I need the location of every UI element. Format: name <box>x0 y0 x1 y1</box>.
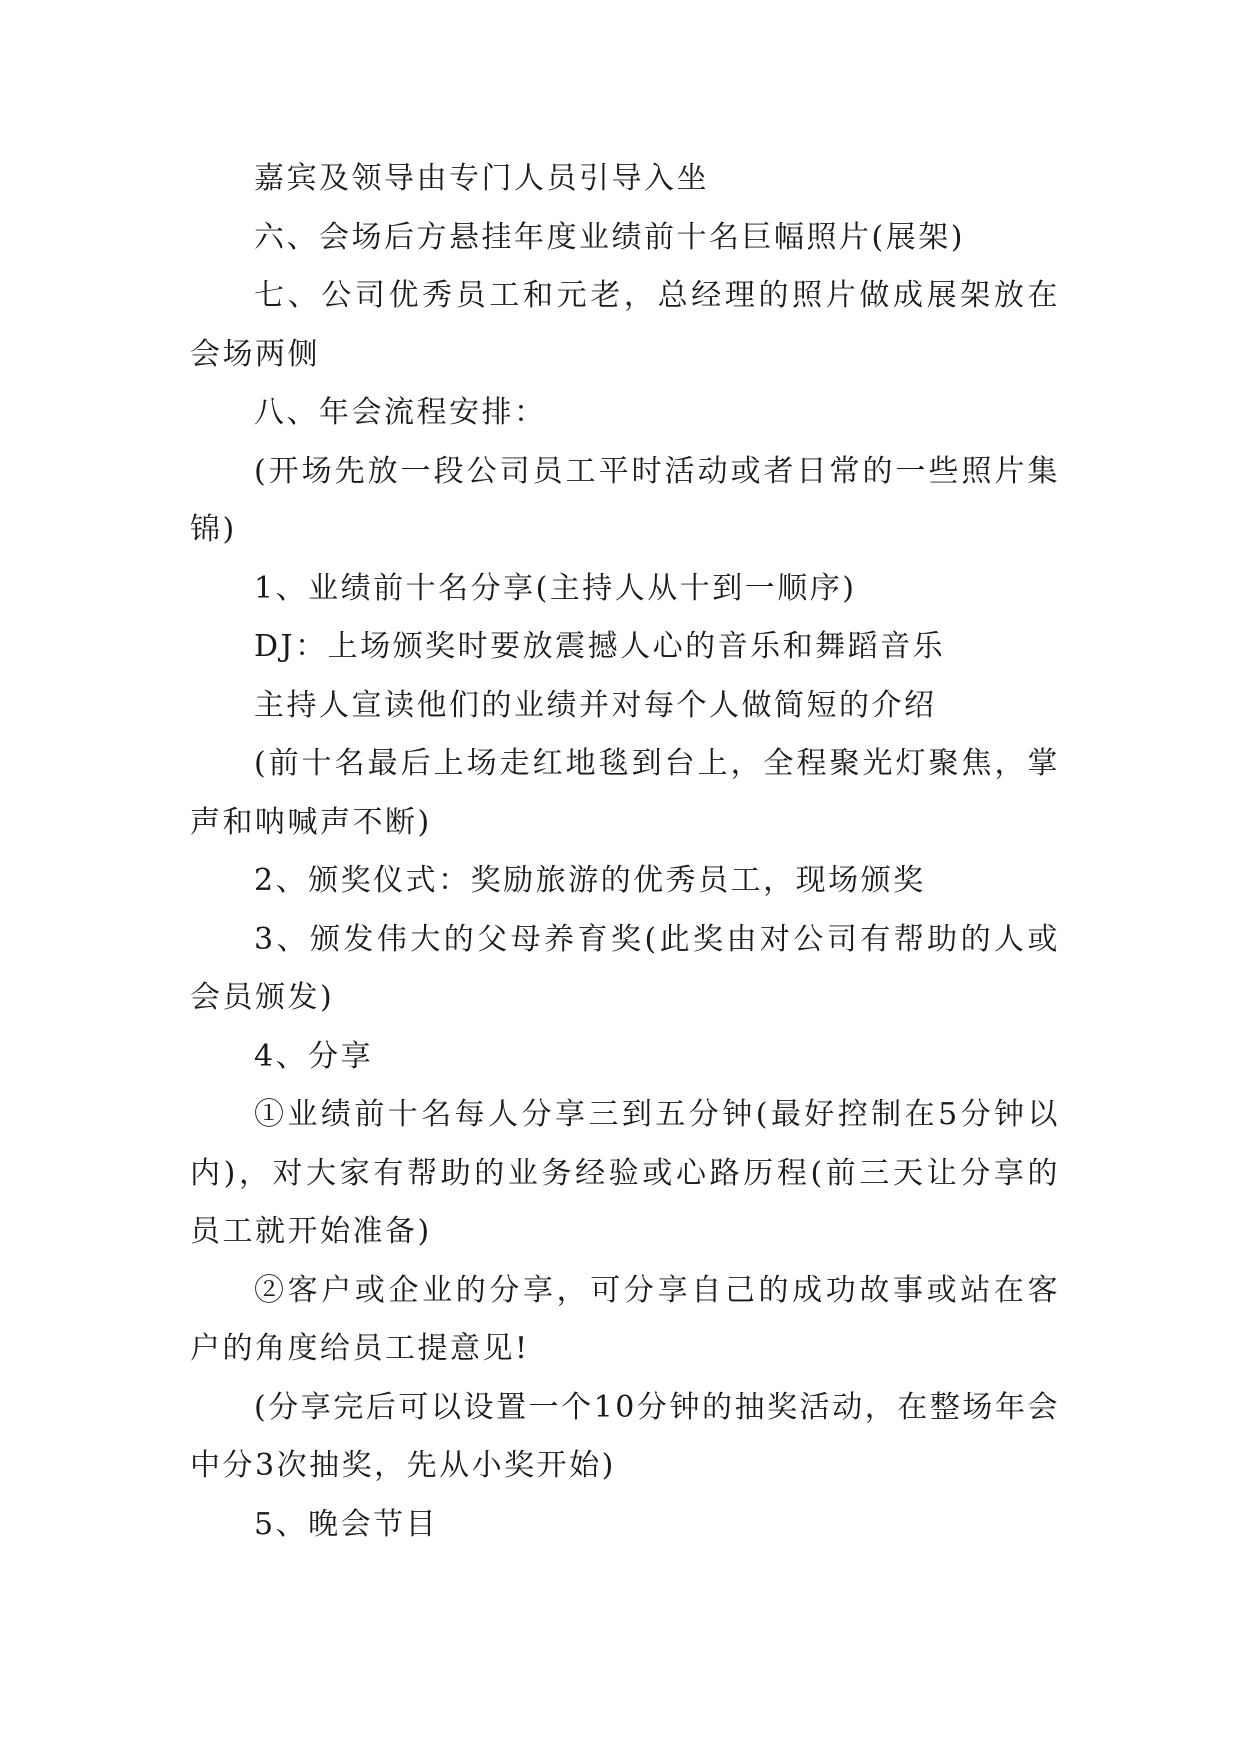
paragraph-dj-note: DJ：上场颁奖时要放震撼人心的音乐和舞蹈音乐 <box>254 629 946 664</box>
paragraph-step-four-heading: 4、分享 <box>254 1038 374 1074</box>
paragraph-red-carpet-note: (前十名最后上场走红地毯到台上，全程聚光灯聚焦，掌声和呐喊声不断) <box>190 746 1060 840</box>
paragraph-item-seven: 七、公司优秀员工和元老，总经理的照片做成展架放在会场两侧 <box>190 278 1060 372</box>
paragraph-sharing-one: ①业绩前十名每人分享三到五分钟(最好控制在5分钟以内)，对大家有帮助的业务经验或心路历程(前三天让分享的员工就开始准备) <box>190 1097 1060 1249</box>
paragraph-opening-note: (开场先放一段公司员工平时活动或者日常的一些照片集锦) <box>190 453 1060 547</box>
paragraph-lottery-note: (分享完后可以设置一个10分钟的抽奖活动，在整场年会中分3次抽奖，先从小奖开始) <box>190 1389 1060 1483</box>
paragraph-step-five: 5、晚会节目 <box>254 1506 439 1542</box>
paragraph-item-eight-heading: 八、年会流程安排： <box>254 395 547 430</box>
paragraph-sharing-two: ②客户或企业的分享，可分享自己的成功故事或站在客户的角度给员工提意见! <box>190 1272 1060 1366</box>
paragraph-step-two: 2、颁奖仪式：奖励旅游的优秀员工，现场颁奖 <box>254 863 926 898</box>
paragraph-guest-seating: 嘉宾及领导由专门人员引导入坐 <box>254 161 709 196</box>
paragraph-step-one: 1、业绩前十名分享(主持人从十到一顺序) <box>254 570 857 606</box>
paragraph-host-note: 主持人宣读他们的业绩并对每个人做简短的介绍 <box>254 687 937 723</box>
paragraph-item-six: 六、会场后方悬挂年度业绩前十名巨幅照片(展架) <box>254 219 965 255</box>
paragraph-step-three: 3、颁发伟大的父母养育奖(此奖由对公司有帮助的人或会员颁发) <box>190 921 1060 1015</box>
document-body <box>190 150 1060 1554</box>
